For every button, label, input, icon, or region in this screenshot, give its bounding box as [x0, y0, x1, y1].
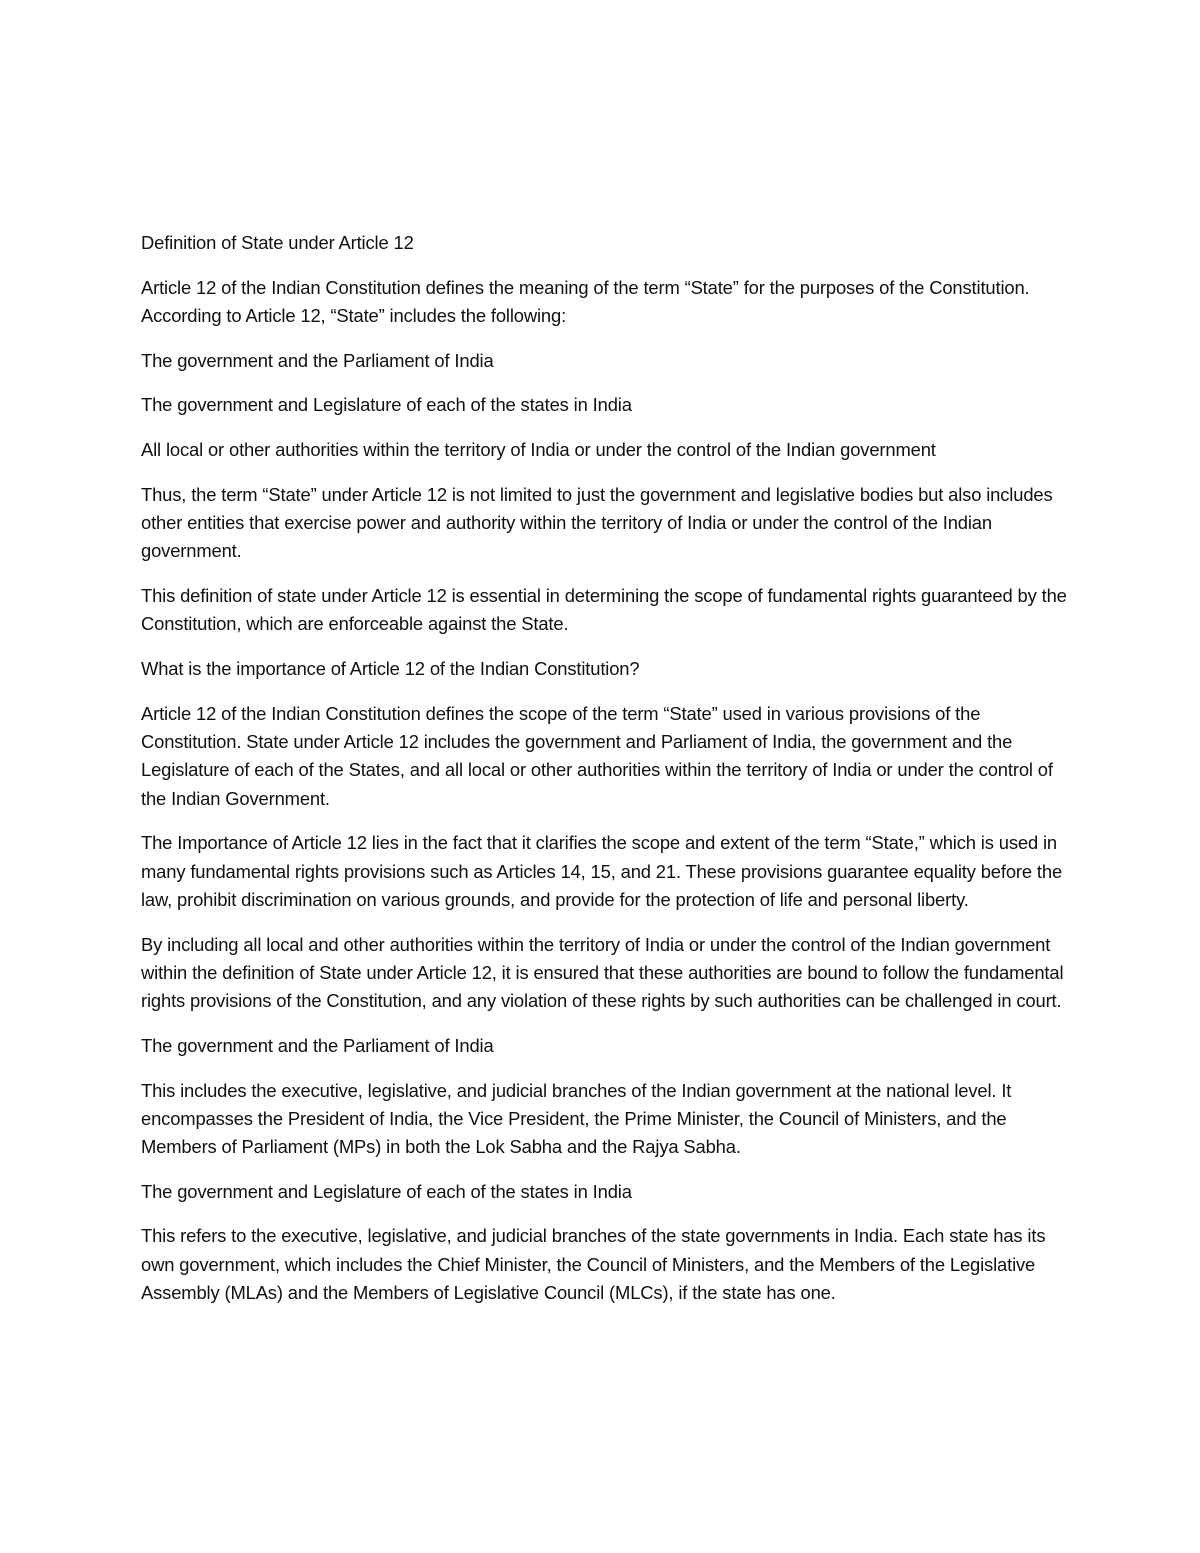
paragraph: This refers to the executive, legislative, and judicial branches of the state governments in India. Each state has its own government, which includes the Chief Minister, the Council of Ministers, and the Members of the Legislative Assembly (MLAs) and the Members of Legislative Council (MLCs), if the state has one.	[141, 1225, 1046, 1304]
section-heading: What is the importance of Article 12 of the Indian Constitution?	[141, 658, 640, 679]
document-body	[141, 229, 1071, 1324]
list-item: The government and Legislature of each of the states in India	[141, 394, 632, 416]
list-item: All local or other authorities within the territory of India or under the control of the Indian government	[141, 439, 936, 461]
paragraph: The Importance of Article 12 lies in the fact that it clarifies the scope and extent of the term “State,” which is used in many fundamental rights provisions such as Articles 14, 15, and 21. These provisions guarantee equality before the law, prohibit discrimination on various grounds, and provide for the protection of life and personal liberty.	[141, 832, 1063, 910]
paragraph: Thus, the term “State” under Article 12 is not limited to just the government and legislative bodies but also includes other entities that exercise power and authority within the territory of India or under the control of the Indian government.	[141, 483, 1053, 562]
list-item: The government and the Parliament of India	[141, 349, 494, 371]
paragraph: Article 12 of the Indian Constitution defines the scope of the term “State” used in various provisions of the Constitution. State under Article 12 includes the government and Parliament of India, the government and the Legislature of each of the States, and all local or other authorities within the territory of India or under the control of the Indian Government.	[141, 702, 1053, 809]
section-heading: Definition of State under Article 12	[141, 232, 414, 253]
section-heading: The government and Legislature of each of the states in India	[141, 1180, 632, 1202]
paragraph: This includes the executive, legislative, and judicial branches of the Indian government at the national level. It encompasses the President of India, the Vice President, the Prime Minister, the Council of Ministers, and the Members of Parliament (MPs) in both the Lok Sabha and the Rajya Sabha.	[141, 1079, 1012, 1158]
paragraph: Article 12 of the Indian Constitution defines the meaning of the term “State” for the purposes of the Constitution. According to Article 12, “State” includes the following:	[141, 276, 1030, 326]
paragraph: This definition of state under Article 12 is essential in determining the scope of fundamental rights guaranteed by the Constitution, which are enforceable against the State.	[141, 585, 1067, 635]
section-heading: The government and the Parliament of India	[141, 1034, 494, 1056]
paragraph: By including all local and other authorities within the territory of India or under the control of the Indian government within the definition of State under Article 12, it is ensured that these authorities are bound to follow the fundamental rights provisions of the Constitution, and any violation of these rights by such authorities can be challenged in court.	[141, 933, 1064, 1012]
